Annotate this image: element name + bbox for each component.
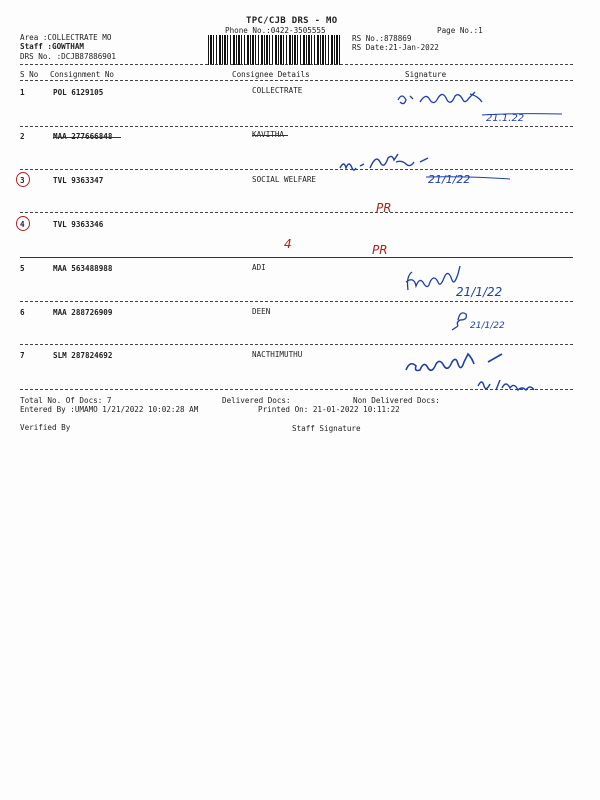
signature-row1 — [398, 92, 482, 104]
signature-row3 — [340, 154, 428, 170]
row-consignee: DEEN — [252, 307, 271, 316]
entered-by: Entered By :UMAMO 1/21/2022 10:02:28 AM — [20, 405, 199, 414]
row6-date: 21/1/22 — [470, 321, 505, 331]
row-consignment: MAA 288726909 — [53, 308, 113, 317]
row-divider — [20, 344, 573, 345]
row-divider — [20, 301, 573, 302]
row-sno: 6 — [20, 308, 25, 317]
signature-row6 — [452, 313, 466, 330]
row-sno: 3 — [20, 176, 25, 185]
row4-mark: 4 — [284, 237, 292, 251]
phone-number: Phone No.:0422-3505555 — [225, 26, 326, 35]
row-divider — [20, 212, 573, 213]
row-consignment: POL 6129105 — [53, 88, 104, 97]
document-title: TPC/CJB DRS - MO — [246, 16, 338, 26]
signature-row7 — [406, 354, 502, 371]
row-divider — [20, 126, 573, 127]
header-rule-bottom — [20, 80, 573, 81]
col-signature: Signature — [405, 70, 447, 79]
col-consignee: Consignee Details — [232, 70, 310, 79]
row-divider — [20, 257, 573, 258]
row3-pr-mark: PR — [376, 201, 392, 215]
col-sno: S No — [20, 70, 39, 79]
row-divider — [20, 169, 573, 170]
row-consignee: SOCIAL WELFARE — [252, 175, 317, 184]
row-consignment: TVL 9363346 — [53, 220, 104, 229]
row-consignment: MAA 563488988 — [53, 264, 113, 273]
signature-row5 — [406, 266, 460, 290]
row-consignee: ADI — [252, 263, 266, 272]
row-consignment: SLM 287824692 — [53, 351, 113, 360]
verified-by: Verified By — [20, 423, 71, 432]
table-end-rule — [20, 389, 573, 390]
staff-label: Staff :GOWTHAM — [20, 42, 85, 51]
non-delivered-docs: Non Delivered Docs: — [353, 396, 440, 405]
page-number: Page No.:1 — [437, 26, 483, 35]
row-sno: 4 — [20, 220, 25, 229]
strike-line — [252, 135, 288, 136]
row4-pr-mark: PR — [372, 243, 388, 257]
row-sno: 5 — [20, 264, 25, 273]
row-sno: 7 — [20, 351, 25, 360]
row-sno: 2 — [20, 132, 25, 141]
rs-date: RS Date:21-Jan-2022 — [352, 43, 439, 52]
delivered-docs: Delivered Docs: — [222, 396, 291, 405]
printed-on: Printed On: 21-01-2022 10:11:22 — [258, 405, 400, 414]
row3-date: 21/1/22 — [428, 173, 471, 186]
rs-number: RS No.:878869 — [352, 34, 412, 43]
row1-date: 21.1.22 — [486, 113, 525, 124]
strike-line — [53, 137, 121, 138]
col-consignment: Consignment No — [50, 70, 115, 79]
staff-signature: Staff Signature — [292, 424, 361, 433]
row-consignee: NACTHIMUTHU — [252, 350, 303, 359]
area-label: Area :COLLECTRATE MO — [20, 33, 112, 42]
row-consignee: COLLECTRATE — [252, 86, 303, 95]
header-rule-top — [20, 64, 573, 65]
barcode-image — [208, 35, 340, 65]
row5-date: 21/1/22 — [456, 285, 503, 299]
row-consignment: TVL 9363347 — [53, 176, 104, 185]
drs-number: DRS No. :DCJB87886901 — [20, 52, 117, 61]
row-sno: 1 — [20, 88, 25, 97]
total-docs: Total No. Of Docs: 7 — [20, 396, 112, 405]
